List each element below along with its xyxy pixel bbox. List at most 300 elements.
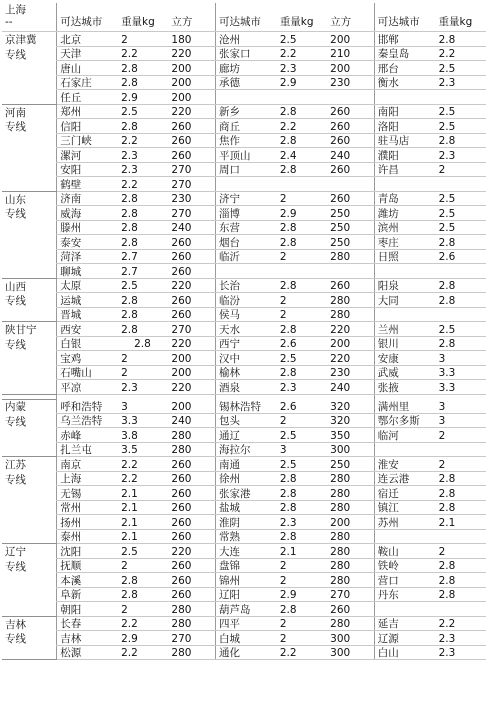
cell-weight-2: 2 xyxy=(277,249,327,264)
cell-weight-1: 2.3 xyxy=(118,380,168,395)
cell-city-1: 石嘴山 xyxy=(57,365,118,380)
table-row xyxy=(2,631,486,646)
cell-weight-2: 2.2 xyxy=(277,119,327,134)
cell-city-3 xyxy=(374,264,435,279)
table-row xyxy=(2,322,486,337)
cell-weight-1: 2.8 xyxy=(118,206,168,221)
cell-volume-1: 200 xyxy=(168,351,215,366)
cell-volume-2: 230 xyxy=(327,75,374,90)
cell-city-3: 濮阳 xyxy=(374,148,435,163)
region-cell xyxy=(2,529,57,544)
cell-weight-2: 2.3 xyxy=(277,380,327,395)
cell-weight-1: 2 xyxy=(118,602,168,617)
cell-weight-3: 2.8 xyxy=(436,486,486,501)
cell-city-1: 无锡 xyxy=(57,486,118,501)
cell-weight-3: 3.3 xyxy=(436,380,486,395)
cell-city-3: 南阳 xyxy=(374,104,435,119)
cell-city-3: 淮安 xyxy=(374,457,435,472)
cell-city-2: 东营 xyxy=(216,220,277,235)
cell-weight-3: 2.8 xyxy=(436,558,486,573)
cell-volume-2: 260 xyxy=(327,191,374,206)
table-row xyxy=(2,293,486,308)
cell-weight-2: 2.8 xyxy=(277,602,327,617)
cell-volume-1: 280 xyxy=(168,428,215,443)
cell-city-3: 临河 xyxy=(374,428,435,443)
cell-volume-1: 180 xyxy=(168,32,215,47)
cell-city-2: 锦州 xyxy=(216,573,277,588)
region-cell: 专线 xyxy=(5,295,26,307)
cell-city-1: 菏泽 xyxy=(57,249,118,264)
cell-city-3: 丹东 xyxy=(374,587,435,602)
region-cell: 专线 xyxy=(5,338,26,351)
cell-volume-2: 320 xyxy=(327,399,374,413)
cell-weight-3 xyxy=(436,264,486,279)
table-row xyxy=(2,645,486,660)
cell-volume-1: 260 xyxy=(168,500,215,515)
cell-weight-1: 2.8 xyxy=(118,220,168,235)
cell-city-3: 邢台 xyxy=(374,61,435,76)
cell-weight-3 xyxy=(436,602,486,617)
cell-volume-2: 280 xyxy=(327,471,374,486)
cell-volume-2: 240 xyxy=(327,380,374,395)
cell-weight-3 xyxy=(436,90,486,105)
cell-volume-2: 280 xyxy=(327,558,374,573)
cell-city-3: 银川 xyxy=(374,336,435,351)
cell-city-2: 辽阳 xyxy=(216,587,277,602)
cell-volume-2: 260 xyxy=(327,278,374,293)
cell-weight-3: 2.2 xyxy=(436,616,486,631)
cell-volume-1: 220 xyxy=(168,104,215,119)
cell-weight-3: 3 xyxy=(436,399,486,413)
cell-weight-1: 3.5 xyxy=(118,442,168,457)
cell-weight-2: 2.3 xyxy=(277,515,327,530)
cell-weight-1: 2.8 xyxy=(118,307,168,322)
cell-volume-1: 270 xyxy=(168,177,215,192)
cell-weight-1: 2.1 xyxy=(118,486,168,501)
cell-city-1: 安阳 xyxy=(57,162,118,177)
cell-city-2: 商丘 xyxy=(216,119,277,134)
cell-volume-2: 280 xyxy=(327,486,374,501)
region-cell: 陕甘宁 xyxy=(2,322,57,337)
cell-volume-1: 270 xyxy=(168,322,215,337)
table-row xyxy=(2,119,486,134)
table-row xyxy=(2,515,486,530)
cell-weight-2: 2.8 xyxy=(277,365,327,380)
cell-city-3 xyxy=(374,602,435,617)
cell-weight-3: 2.1 xyxy=(436,515,486,530)
table-row xyxy=(2,90,486,105)
cell-city-2: 临汾 xyxy=(216,293,277,308)
cell-volume-1: 220 xyxy=(168,544,215,559)
cell-weight-3: 2.8 xyxy=(436,133,486,148)
cell-volume-1: 270 xyxy=(168,206,215,221)
cell-weight-2: 2.6 xyxy=(277,399,327,413)
cell-weight-2: 2.8 xyxy=(277,486,327,501)
table-row xyxy=(2,46,486,61)
cell-city-3 xyxy=(374,529,435,544)
cell-city-1: 南京 xyxy=(57,457,118,472)
region-cell xyxy=(2,307,57,322)
region-cell xyxy=(2,220,57,235)
cell-city-3: 营口 xyxy=(374,573,435,588)
cell-weight-1: 2.2 xyxy=(118,471,168,486)
region-cell xyxy=(2,442,57,457)
region-cell: 专线 xyxy=(5,415,26,428)
cell-volume-2: 250 xyxy=(327,220,374,235)
table-row xyxy=(2,235,486,250)
cell-city-2: 白城 xyxy=(216,631,277,646)
cell-weight-3: 2.3 xyxy=(436,148,486,163)
cell-city-3: 驻马店 xyxy=(374,133,435,148)
cell-weight-2: 2 xyxy=(277,616,327,631)
table-row xyxy=(2,133,486,148)
rate-table xyxy=(2,3,486,660)
cell-volume-2: 350 xyxy=(327,428,374,443)
cell-volume-1: 240 xyxy=(168,413,215,428)
region-cell: 专线 xyxy=(5,633,26,645)
cell-volume-1: 260 xyxy=(168,249,215,264)
cell-weight-2: 2.2 xyxy=(277,645,327,660)
cell-weight-3: 3 xyxy=(436,413,486,428)
table-row xyxy=(2,220,486,235)
cell-weight-3 xyxy=(436,177,486,192)
table-row xyxy=(2,500,486,515)
region-cell xyxy=(2,602,57,617)
table-row xyxy=(2,191,486,206)
cell-weight-1: 2.8 xyxy=(118,119,168,134)
cell-city-1: 信阳 xyxy=(57,119,118,134)
cell-volume-2: 280 xyxy=(327,544,374,559)
table-row xyxy=(2,428,486,443)
cell-volume-2: 200 xyxy=(327,32,374,47)
cell-weight-3: 2.8 xyxy=(436,32,486,47)
cell-weight-2: 2.8 xyxy=(277,220,327,235)
cell-weight-3: 3 xyxy=(436,351,486,366)
cell-city-3: 张掖 xyxy=(374,380,435,395)
region-cell xyxy=(2,365,57,380)
cell-volume-2: 300 xyxy=(327,442,374,457)
cell-weight-1: 2.1 xyxy=(118,529,168,544)
table-row xyxy=(2,529,486,544)
cell-city-1: 三门峡 xyxy=(57,133,118,148)
region-cell xyxy=(2,515,57,530)
region-cell xyxy=(2,587,57,602)
cell-city-1: 本溪 xyxy=(57,573,118,588)
cell-city-3: 滨州 xyxy=(374,220,435,235)
table-row xyxy=(2,206,486,221)
cell-city-1: 扬州 xyxy=(57,515,118,530)
cell-city-3: 枣庄 xyxy=(374,235,435,250)
cell-city-3: 潍坊 xyxy=(374,206,435,221)
region-cell xyxy=(2,249,57,264)
region-cell: 专线 xyxy=(5,560,26,573)
cell-city-1: 聊城 xyxy=(57,264,118,279)
cell-city-3 xyxy=(374,307,435,322)
cell-weight-1: 2.5 xyxy=(118,104,168,119)
origin-label: 上海 -- xyxy=(5,4,26,28)
cell-city-2: 葫芦岛 xyxy=(216,602,277,617)
table-row xyxy=(2,75,486,90)
cell-city-2: 徐州 xyxy=(216,471,277,486)
cell-city-1: 泰安 xyxy=(57,235,118,250)
cell-volume-2 xyxy=(327,264,374,279)
cell-city-3 xyxy=(374,442,435,457)
cell-city-2: 周口 xyxy=(216,162,277,177)
cell-weight-3: 2.8 xyxy=(436,278,486,293)
cell-volume-2: 250 xyxy=(327,206,374,221)
region-cell: 辽宁 xyxy=(2,544,57,559)
cell-city-2: 张家口 xyxy=(216,46,277,61)
region-cell xyxy=(2,177,57,192)
cell-volume-1: 280 xyxy=(168,602,215,617)
cell-weight-2: 2.8 xyxy=(277,500,327,515)
cell-city-2 xyxy=(216,177,277,192)
cell-volume-2: 280 xyxy=(327,307,374,322)
cell-volume-1: 200 xyxy=(168,61,215,76)
cell-volume-1: 220 xyxy=(168,336,215,351)
cell-weight-3: 2.5 xyxy=(436,61,486,76)
header-city-2: 可达城市 xyxy=(216,3,277,32)
region-cell xyxy=(2,61,57,76)
cell-weight-3: 2.8 xyxy=(436,235,486,250)
cell-weight-1: 2 xyxy=(118,558,168,573)
cell-weight-2: 2 xyxy=(277,558,327,573)
table-row xyxy=(2,336,486,351)
cell-volume-1: 270 xyxy=(168,631,215,646)
cell-city-1: 漯河 xyxy=(57,148,118,163)
cell-volume-1: 280 xyxy=(168,442,215,457)
cell-volume-1: 200 xyxy=(168,365,215,380)
region-cell xyxy=(2,428,57,443)
cell-volume-2: 280 xyxy=(327,500,374,515)
cell-volume-1: 260 xyxy=(168,119,215,134)
cell-city-2: 侯马 xyxy=(216,307,277,322)
table-row xyxy=(2,616,486,631)
header-volume-2: 立方 xyxy=(327,3,374,32)
header-volume-1: 立方 xyxy=(168,3,215,32)
table-row xyxy=(2,442,486,457)
cell-city-1: 扎兰屯 xyxy=(57,442,118,457)
cell-volume-2: 260 xyxy=(327,104,374,119)
cell-volume-1: 260 xyxy=(168,235,215,250)
cell-weight-2: 2.8 xyxy=(277,133,327,148)
cell-city-2: 淄博 xyxy=(216,206,277,221)
cell-weight-2 xyxy=(277,90,327,105)
cell-city-2: 济宁 xyxy=(216,191,277,206)
table-row xyxy=(2,365,486,380)
region-cell xyxy=(2,380,57,395)
cell-volume-1: 260 xyxy=(168,148,215,163)
cell-volume-2: 200 xyxy=(327,336,374,351)
table-row xyxy=(2,61,486,76)
cell-city-3: 镇江 xyxy=(374,500,435,515)
cell-city-3 xyxy=(374,177,435,192)
cell-city-1: 滕州 xyxy=(57,220,118,235)
cell-city-2 xyxy=(216,90,277,105)
cell-weight-2: 2.2 xyxy=(277,46,327,61)
cell-weight-3: 2.5 xyxy=(436,191,486,206)
cell-weight-3 xyxy=(436,307,486,322)
cell-weight-1: 2.2 xyxy=(118,616,168,631)
cell-weight-2: 2.4 xyxy=(277,148,327,163)
cell-city-3: 鄂尔多斯 xyxy=(374,413,435,428)
cell-weight-1: 2.8 xyxy=(118,573,168,588)
cell-volume-1: 260 xyxy=(168,307,215,322)
cell-city-1: 沈阳 xyxy=(57,544,118,559)
table-row xyxy=(2,544,486,559)
cell-weight-1: 3.3 xyxy=(118,413,168,428)
cell-weight-1: 2.2 xyxy=(118,177,168,192)
region-cell xyxy=(2,235,57,250)
region-cell: 山东 xyxy=(2,191,57,206)
cell-volume-1: 260 xyxy=(168,133,215,148)
cell-volume-2: 280 xyxy=(327,573,374,588)
cell-volume-1: 260 xyxy=(168,515,215,530)
cell-volume-1: 220 xyxy=(168,278,215,293)
cell-city-1: 晋城 xyxy=(57,307,118,322)
cell-weight-3: 2.5 xyxy=(436,220,486,235)
cell-city-2: 平顶山 xyxy=(216,148,277,163)
cell-city-1: 上海 xyxy=(57,471,118,486)
table-row xyxy=(2,278,486,293)
cell-city-2: 张家港 xyxy=(216,486,277,501)
cell-weight-3: 2.8 xyxy=(436,293,486,308)
table-row xyxy=(2,380,486,395)
cell-volume-2: 250 xyxy=(327,235,374,250)
cell-volume-2 xyxy=(327,90,374,105)
cell-city-2: 淮阴 xyxy=(216,515,277,530)
cell-city-1: 吉林 xyxy=(57,631,118,646)
cell-city-1: 松源 xyxy=(57,645,118,660)
table-row xyxy=(2,148,486,163)
table-row xyxy=(2,104,486,119)
cell-weight-2: 2.8 xyxy=(277,278,327,293)
region-cell: 河南 xyxy=(2,104,57,119)
table-row xyxy=(2,399,486,413)
cell-city-1: 唐山 xyxy=(57,61,118,76)
cell-volume-1: 240 xyxy=(168,220,215,235)
cell-volume-1: 220 xyxy=(168,46,215,61)
cell-city-2: 四平 xyxy=(216,616,277,631)
cell-weight-1: 2.8 xyxy=(118,293,168,308)
region-cell: 山西 xyxy=(2,278,57,293)
cell-weight-2: 2.8 xyxy=(277,235,327,250)
cell-city-2: 常熟 xyxy=(216,529,277,544)
origin-corner-cell xyxy=(2,3,57,32)
cell-weight-2: 2.8 xyxy=(277,322,327,337)
cell-city-2: 通化 xyxy=(216,645,277,660)
cell-volume-2: 260 xyxy=(327,602,374,617)
cell-weight-2: 2.5 xyxy=(277,428,327,443)
cell-weight-2 xyxy=(277,264,327,279)
cell-weight-3: 3.3 xyxy=(436,365,486,380)
cell-city-3: 铁岭 xyxy=(374,558,435,573)
cell-weight-3: 2.6 xyxy=(436,249,486,264)
cell-city-2: 临沂 xyxy=(216,249,277,264)
cell-city-2: 西宁 xyxy=(216,336,277,351)
cell-weight-2: 2.5 xyxy=(277,32,327,47)
cell-city-2: 沧州 xyxy=(216,32,277,47)
cell-city-3: 许昌 xyxy=(374,162,435,177)
header-row xyxy=(2,3,486,32)
cell-city-2: 海拉尔 xyxy=(216,442,277,457)
cell-city-3: 秦皇岛 xyxy=(374,46,435,61)
cell-weight-3: 2.8 xyxy=(436,471,486,486)
cell-weight-1: 2.9 xyxy=(118,631,168,646)
cell-city-2 xyxy=(216,264,277,279)
cell-weight-1: 2 xyxy=(118,365,168,380)
cell-volume-1: 260 xyxy=(168,558,215,573)
cell-city-3: 衡水 xyxy=(374,75,435,90)
cell-city-1: 赤峰 xyxy=(57,428,118,443)
cell-weight-2: 2.8 xyxy=(277,529,327,544)
cell-city-1: 长春 xyxy=(57,616,118,631)
table-row xyxy=(2,413,486,428)
cell-city-1: 郑州 xyxy=(57,104,118,119)
region-cell: 江苏 xyxy=(2,457,57,472)
header-weight-1: 重量kg xyxy=(118,3,168,32)
cell-volume-2: 280 xyxy=(327,249,374,264)
cell-weight-2: 2 xyxy=(277,573,327,588)
cell-volume-1: 260 xyxy=(168,587,215,602)
cell-volume-2: 220 xyxy=(327,351,374,366)
cell-city-3: 大同 xyxy=(374,293,435,308)
cell-city-3: 安康 xyxy=(374,351,435,366)
cell-city-3: 宿迁 xyxy=(374,486,435,501)
cell-city-1: 泰州 xyxy=(57,529,118,544)
cell-volume-2: 230 xyxy=(327,365,374,380)
region-cell xyxy=(2,133,57,148)
cell-weight-2: 2 xyxy=(277,307,327,322)
cell-weight-3: 2.3 xyxy=(436,631,486,646)
cell-city-1: 鹤壁 xyxy=(57,177,118,192)
region-cell xyxy=(2,264,57,279)
cell-city-3: 连云港 xyxy=(374,471,435,486)
cell-city-1: 呼和浩特 xyxy=(57,399,118,413)
region-cell xyxy=(2,75,57,90)
cell-weight-1: 2.7 xyxy=(118,249,168,264)
cell-volume-2: 240 xyxy=(327,148,374,163)
cell-weight-2: 2 xyxy=(277,293,327,308)
header-city-1: 可达城市 xyxy=(57,3,118,32)
cell-weight-3 xyxy=(436,529,486,544)
cell-volume-1: 270 xyxy=(168,162,215,177)
cell-weight-2: 2.1 xyxy=(277,544,327,559)
rate-table-sheet xyxy=(2,3,486,660)
cell-city-3: 日照 xyxy=(374,249,435,264)
cell-volume-1: 260 xyxy=(168,529,215,544)
cell-volume-2: 260 xyxy=(327,119,374,134)
cell-volume-2: 220 xyxy=(327,322,374,337)
cell-volume-2: 280 xyxy=(327,616,374,631)
table-row xyxy=(2,351,486,366)
cell-city-1: 天津 xyxy=(57,46,118,61)
cell-volume-2: 260 xyxy=(327,133,374,148)
cell-city-2: 包头 xyxy=(216,413,277,428)
cell-weight-1: 2.8 xyxy=(118,235,168,250)
cell-city-2: 南通 xyxy=(216,457,277,472)
region-cell: 专线 xyxy=(5,473,26,486)
table-row xyxy=(2,602,486,617)
cell-city-2: 酒泉 xyxy=(216,380,277,395)
cell-weight-1: 2.8 xyxy=(118,336,168,351)
region-cell: 专线 xyxy=(5,121,26,133)
cell-weight-2: 3 xyxy=(277,442,327,457)
cell-city-3: 满州里 xyxy=(374,399,435,413)
cell-city-3 xyxy=(374,90,435,105)
cell-weight-1: 2.7 xyxy=(118,264,168,279)
cell-volume-2: 200 xyxy=(327,515,374,530)
